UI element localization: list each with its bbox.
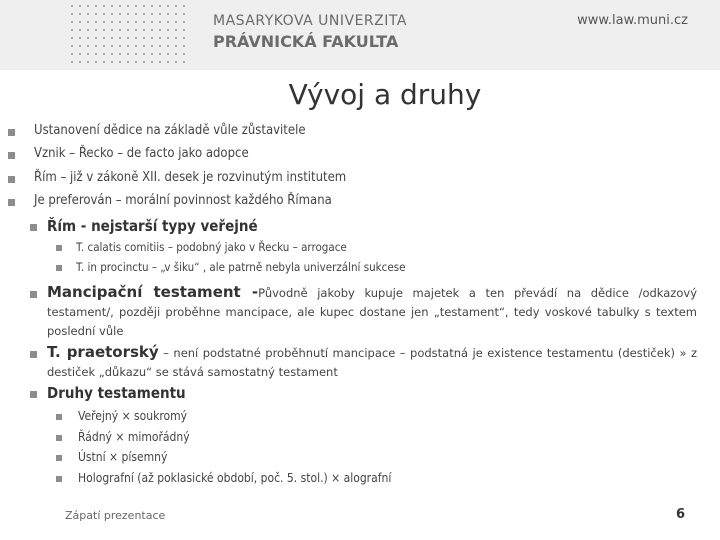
bullet-icon — [8, 176, 15, 183]
praetorsky-paragraph — [47, 343, 697, 382]
bullet-icon — [56, 476, 62, 482]
druhy-item: Holografní (až poklasické období, poč. 5. stol.) × alografní — [78, 471, 392, 485]
sub-bullet-text: T. in procinctu – „v šiku“ , ale patrně nebyla univerzální sukcese — [76, 260, 406, 274]
section-heading-druhy: Druhy testamentu — [47, 384, 186, 402]
mancipacni-text: Původně jakoby kupuje majetek a ten převádí na dědice /odkazový testament/, později proběhne mancipace, ale kupec dostane jen „testament“, tedy voskové tabulky s textem poslední vůle — [47, 286, 697, 338]
page-number: 6 — [676, 507, 686, 522]
slide-title: Vývoj a druhy — [288, 78, 482, 111]
university-name: MASARYKOVA UNIVERZITA — [213, 13, 407, 29]
praetorsky-text: – není podstatné proběhnutí mancipace – podstatná je existence testamentu (destiček) » z destiček „důkazu“ se stává samostatný testament — [47, 346, 697, 379]
mancipacni-heading: Mancipační testament - — [47, 283, 259, 301]
university-logo-icon — [68, 2, 186, 66]
bullet-icon — [56, 245, 62, 251]
bullet-icon — [30, 291, 37, 298]
druhy-item: Veřejný × soukromý — [78, 409, 188, 423]
section-heading-rim: Řím - nejstarší typy veřejné — [47, 217, 258, 235]
bullet-icon — [8, 152, 15, 159]
druhy-item: Řádný × mimořádný — [78, 430, 190, 444]
mancipacni-paragraph — [47, 283, 697, 341]
bullet-icon — [30, 224, 37, 231]
bullet-icon — [56, 414, 62, 420]
faculty-name: PRÁVNICKÁ FAKULTA — [213, 32, 399, 51]
druhy-item: Ústní × písemný — [78, 450, 168, 464]
bullet-text: Je preferován – morální povinnost každého Římana — [34, 193, 332, 208]
header-bar — [0, 0, 720, 70]
praetorsky-heading: T. praetorský — [47, 343, 159, 361]
bullet-text: Vznik – Řecko – de facto jako adopce — [34, 146, 249, 161]
bullet-icon — [30, 391, 37, 398]
bullet-icon — [30, 351, 37, 358]
bullet-text: Ustanovení dědice na základě vůle zůstavitele — [34, 123, 306, 138]
website-url[interactable]: www.law.muni.cz — [577, 13, 688, 28]
footer-text: Zápatí prezentace — [65, 509, 166, 522]
bullet-icon — [8, 199, 15, 206]
bullet-icon — [56, 455, 62, 461]
sub-bullet-text: T. calatis comitiis – podobný jako v Řecku – arrogace — [76, 240, 347, 254]
bullet-text: Řím – již v zákoně XII. desek je rozvinutým institutem — [34, 170, 347, 185]
bullet-icon — [56, 265, 62, 271]
bullet-icon — [56, 435, 62, 441]
bullet-icon — [8, 129, 15, 136]
